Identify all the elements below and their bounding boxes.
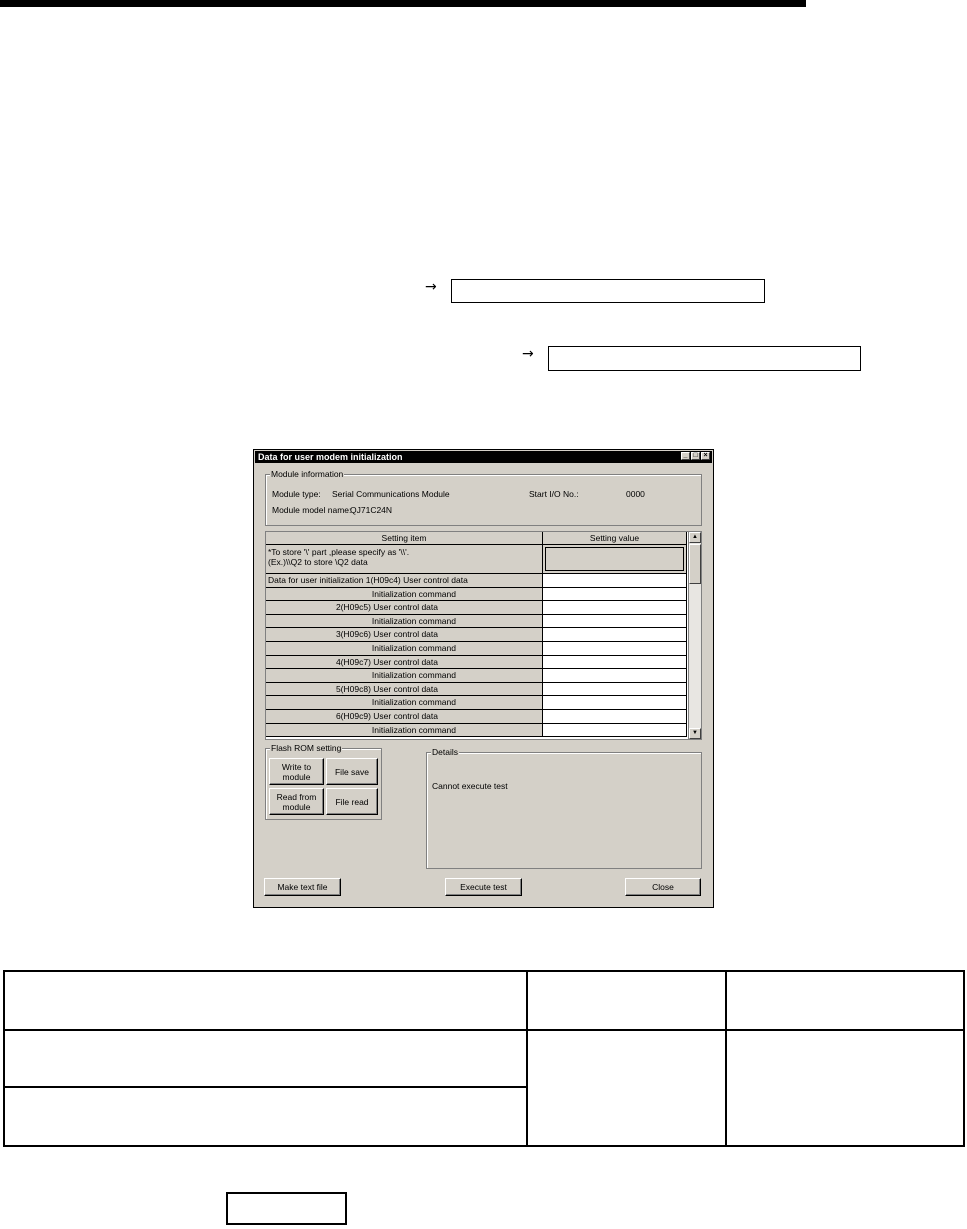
write-to-module-button[interactable] (269, 758, 324, 785)
read-line-2: module (282, 801, 311, 812)
setting-item-cell: 6(H09c9) User control data (266, 710, 543, 724)
model-name-label: Module model name: (272, 505, 352, 515)
info-table (3, 970, 965, 1147)
details-label: Details (432, 747, 458, 757)
scroll-down-icon[interactable]: ▼ (689, 728, 701, 739)
table-row (266, 669, 687, 683)
setting-item-cell: 2(H09c5) User control data (266, 601, 543, 615)
model-name-value: QJ71C24N (350, 505, 393, 515)
setting-value-input[interactable] (543, 683, 687, 697)
setting-item-cell: Initialization command (266, 615, 543, 629)
setting-value-input[interactable] (543, 574, 687, 588)
table-row (266, 615, 687, 629)
module-info-group (265, 469, 702, 526)
table-row (266, 601, 687, 615)
arrow-icon: → (425, 279, 437, 295)
flash-rom-label: Flash ROM setting (271, 743, 342, 753)
setting-item-cell: 3(H09c6) User control data (266, 628, 543, 642)
table-col-2 (725, 972, 727, 1145)
dialog-titlebar (255, 451, 712, 463)
flash-rom-group (265, 743, 382, 820)
read-line-1: Read from (276, 791, 317, 802)
setting-item-cell: 4(H09c7) User control data (266, 656, 543, 670)
table-row (266, 724, 687, 738)
settings-grid (265, 531, 702, 740)
table-row (266, 683, 687, 697)
scroll-thumb[interactable] (689, 544, 701, 584)
grid-scrollbar[interactable] (688, 532, 701, 739)
close-icon[interactable]: × (701, 452, 710, 460)
setting-item-cell: Initialization command (266, 724, 543, 738)
table-row (266, 628, 687, 642)
label-box (226, 1192, 347, 1225)
make-text-file-button[interactable]: Make text file (264, 878, 341, 896)
note-row (266, 545, 687, 574)
setting-item-cell: Initialization command (266, 642, 543, 656)
read-from-module-button[interactable] (269, 788, 324, 815)
close-button[interactable]: Close (625, 878, 701, 896)
details-message: Cannot execute test (432, 781, 508, 791)
setting-value-input[interactable] (543, 669, 687, 683)
col-header-item: Setting item (266, 532, 543, 545)
table-rule-header (5, 1029, 963, 1031)
setting-value-input[interactable] (543, 696, 687, 710)
setting-item-cell: Initialization command (266, 588, 543, 602)
table-row (266, 710, 687, 724)
note-line-1: *To store '\' part ,please specify as '\\'. (268, 547, 410, 557)
note-line-2: (Ex.)\\Q2 to store \Q2 data (268, 557, 368, 567)
setting-item-cell: Initialization command (266, 696, 543, 710)
setting-value-input[interactable] (543, 615, 687, 629)
file-read-button[interactable]: File read (326, 788, 378, 815)
write-line-1: Write to (281, 761, 312, 772)
setting-item-cell: Data for user initialization 1(H09c4) User control data (266, 574, 543, 588)
scroll-up-icon[interactable]: ▲ (689, 532, 701, 543)
setting-item-cell: Initialization command (266, 669, 543, 683)
setting-item-cell: 5(H09c8) User control data (266, 683, 543, 697)
setting-value-input[interactable] (543, 588, 687, 602)
dialog-title: Data for user modem initialization (258, 452, 403, 462)
module-info-label: Module information (271, 469, 344, 479)
setting-value-input[interactable] (543, 710, 687, 724)
flow-box-2 (548, 346, 861, 371)
setting-value-input[interactable] (543, 724, 687, 738)
module-type-label: Module type: (272, 489, 321, 499)
file-save-button[interactable]: File save (326, 758, 378, 785)
maximize-icon[interactable]: □ (691, 452, 700, 460)
header-rule (0, 0, 806, 7)
flow-box-1 (451, 279, 765, 303)
table-row (266, 588, 687, 602)
table-rule-row (5, 1086, 527, 1088)
minimize-icon[interactable]: _ (681, 452, 690, 460)
note-value-cell (543, 545, 687, 574)
table-row (266, 642, 687, 656)
setting-value-input[interactable] (543, 628, 687, 642)
setting-value-input[interactable] (543, 642, 687, 656)
start-io-value: 0000 (626, 489, 645, 499)
module-type-value: Serial Communications Module (332, 489, 450, 499)
note-value-box (545, 547, 684, 571)
write-line-2: module (282, 771, 311, 782)
note-cell (266, 545, 543, 574)
setting-value-input[interactable] (543, 601, 687, 615)
execute-test-button[interactable]: Execute test (445, 878, 522, 896)
setting-value-input[interactable] (543, 656, 687, 670)
col-header-value: Setting value (543, 532, 687, 545)
table-row (266, 696, 687, 710)
table-row (266, 574, 687, 588)
details-group (426, 747, 702, 869)
start-io-label: Start I/O No.: (529, 489, 579, 499)
table-row (266, 656, 687, 670)
dialog-window (253, 449, 714, 908)
table-col-1 (526, 972, 528, 1145)
arrow-icon: → (522, 346, 534, 362)
